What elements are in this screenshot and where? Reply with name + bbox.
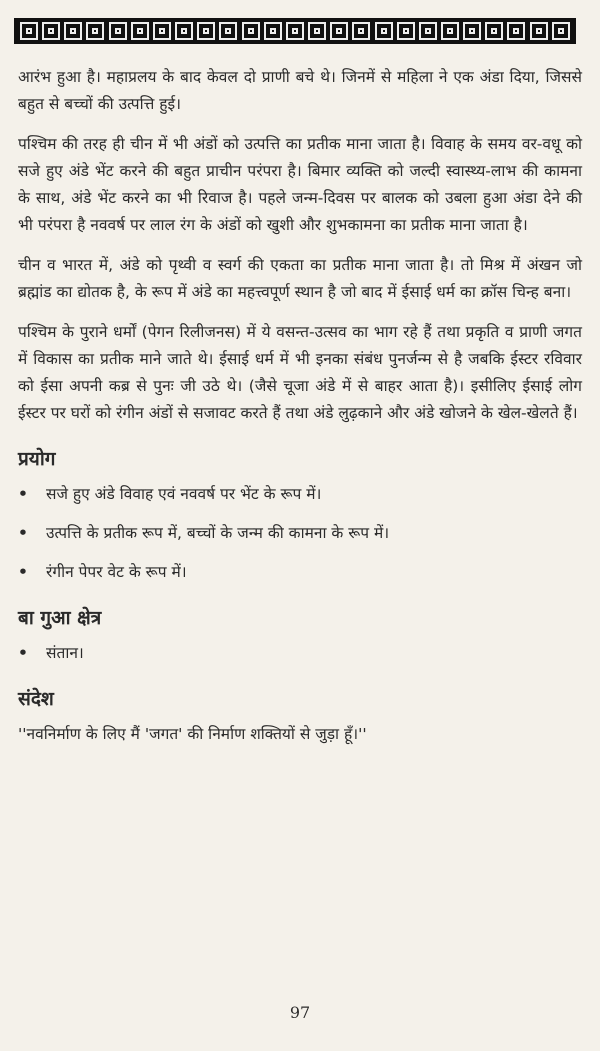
border-motif — [197, 22, 215, 40]
border-motif — [42, 22, 60, 40]
bullet-icon: • — [18, 563, 28, 581]
usage-list — [18, 481, 582, 586]
page-number: 97 — [289, 1003, 311, 1022]
body-paragraph: आरंभ हुआ है। महाप्रलय के बाद केवल दो प्राणी बचे थे। जिनमें से महिला ने एक अंडा दिया, जिससे बहुत से बच्चों की उत्पत्ति हुई। — [18, 68, 582, 113]
border-motif — [552, 22, 570, 40]
list-item-text: उत्पत्ति के प्रतीक रूप में, बच्चों के जन्म की कामना के रूप में। — [46, 524, 390, 542]
list-item — [18, 520, 582, 547]
list-item-text: संतान। — [46, 644, 84, 662]
body-paragraph: पश्चिम की तरह ही चीन में भी अंडों को उत्पत्ति का प्रतीक माना जाता है। विवाह के समय वर-वधू को सजे हुए अंडे भेंट करने की बहुत प्राचीन परंपरा है। बिमार व्यक्ति को जल्दी स्वास्थ्य-लाभ की कामना के साथ, अंडे भेंट करने का भी रिवाज है। पहले जन्म-दिवस पर बालक को उबला हुआ अंडा देने की भी परंपरा है नववर्ष पर लाल रंग के अंडों को खुशी और शुभकामना का प्रतीक माना जाता है। — [18, 135, 582, 234]
border-motif — [64, 22, 82, 40]
bullet-icon: • — [18, 644, 28, 662]
section-heading-bagua: बा गुआ क्षेत्र — [18, 607, 102, 629]
bullet-icon: • — [18, 524, 28, 542]
page-content — [18, 64, 582, 748]
list-item — [18, 481, 582, 508]
border-motif — [153, 22, 171, 40]
border-motif — [242, 22, 260, 40]
message-quote: ''नवनिर्माण के लिए मैं 'जगत' की निर्माण शक्तियों से जुड़ा हूँ।'' — [18, 725, 367, 743]
border-motif — [441, 22, 459, 40]
bullet-icon: • — [18, 485, 28, 503]
border-motif — [131, 22, 149, 40]
decorative-border — [14, 18, 576, 44]
border-motif — [397, 22, 415, 40]
border-motif — [286, 22, 304, 40]
border-motif — [20, 22, 38, 40]
border-motif — [330, 22, 348, 40]
border-motif — [507, 22, 525, 40]
border-motif — [264, 22, 282, 40]
border-motif — [485, 22, 503, 40]
border-motif — [419, 22, 437, 40]
border-motif — [175, 22, 193, 40]
list-item — [18, 559, 582, 586]
border-motif — [219, 22, 237, 40]
border-motif — [86, 22, 104, 40]
list-item-text: रंगीन पेपर वेट के रूप में। — [46, 563, 187, 581]
border-motif — [463, 22, 481, 40]
body-paragraph: चीन व भारत में, अंडे को पृथ्वी व स्वर्ग की एकता का प्रतीक माना जाता है। तो मिश्र में अंखन जो ब्रह्मांड का द्योतक है, के रूप में अंडे का महत्त्वपूर्ण स्थान है जो बाद में ईसाई धर्म का क्रॉस चिन्ह बना। — [18, 256, 582, 301]
section-heading-usage: प्रयोग — [18, 448, 56, 470]
border-motif — [375, 22, 393, 40]
border-motif — [530, 22, 548, 40]
border-motif — [109, 22, 127, 40]
list-item-text: सजे हुए अंडे विवाह एवं नववर्ष पर भेंट के रूप में। — [46, 485, 322, 503]
border-motif — [352, 22, 370, 40]
bagua-list — [18, 640, 582, 667]
list-item — [18, 640, 582, 667]
body-paragraph: पश्चिम के पुराने धर्मों (पेगन रिलीजनस) में ये वसन्त-उत्सव का भाग रहे हैं तथा प्रकृति व प्राणी जगत में विकास का प्रतीक माने जाते थे। ईसाई धर्म में भी इनका संबंध पुनर्जन्म से है जबकि ईस्टर रविवार को ईसा अपनी कब्र से पुनः जी उठे थे। (जैसे चूजा अंडे में से बाहर आता है)। इसीलिए ईसाई लोग ईस्टर पर घरों को रंगीन अंडों से सजावट करते हैं तथा अंडे लुढ़काने और अंडे खोजने के खेल-खेलते हैं। — [18, 323, 582, 422]
border-motif — [308, 22, 326, 40]
section-heading-message: संदेश — [18, 688, 54, 710]
